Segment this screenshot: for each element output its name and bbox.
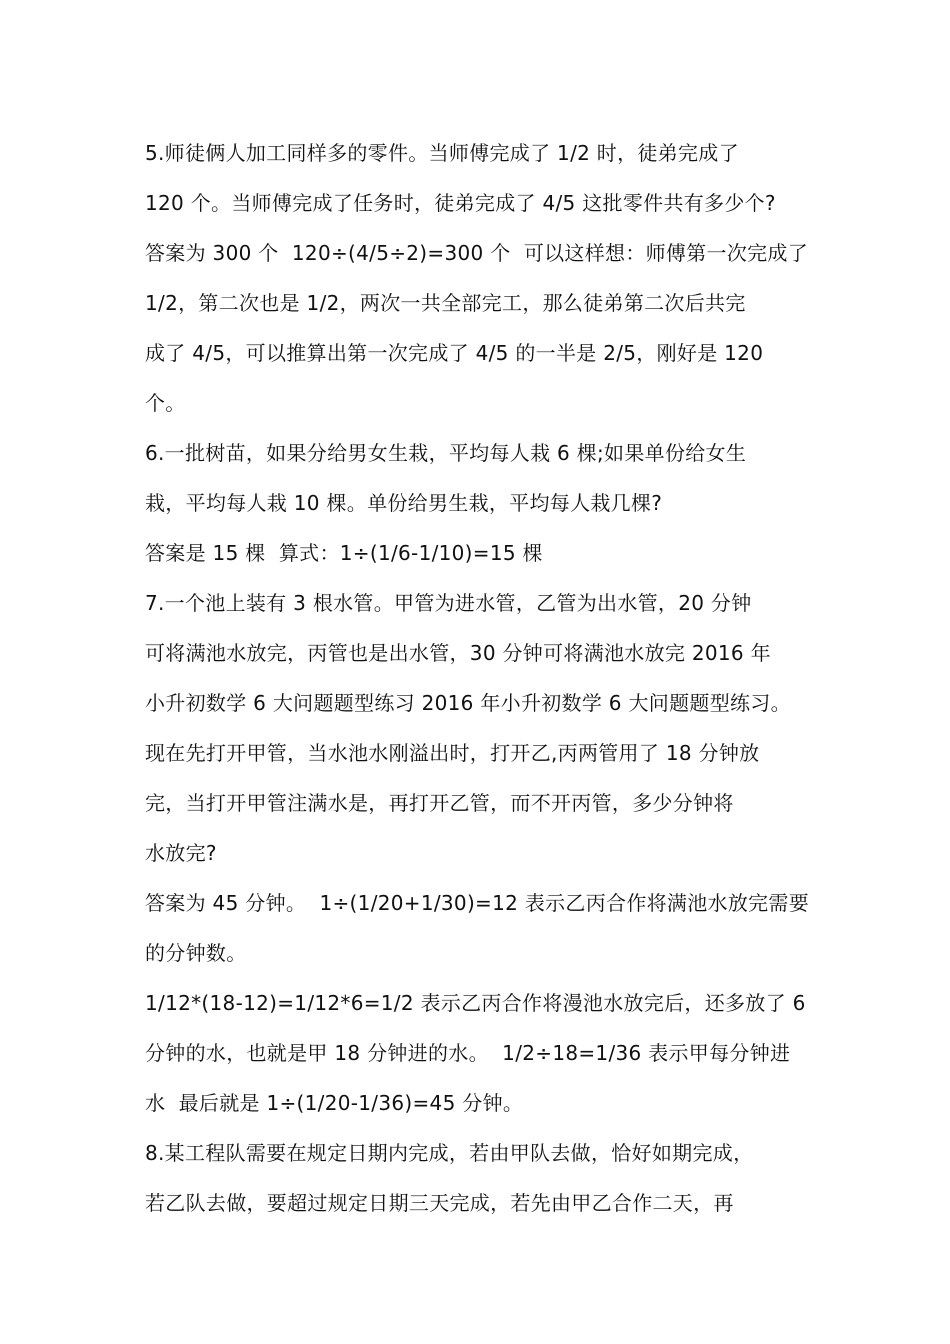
problem-7-line-3: 小升初数学 6 大问题题型练习 2016 年小升初数学 6 大问题题型练习。 [145, 691, 791, 715]
problem-7-line-2: 可将满池水放完，丙管也是出水管，30 分钟可将满池水放完 2016 年 [145, 641, 771, 665]
problem-7-line-1: 7.一个池上装有 3 根水管。甲管为进水管，乙管为出水管，20 分钟 [145, 591, 752, 615]
answer-5-line-3: 成了 4/5，可以推算出第一次完成了 4/5 的一半是 2/5，刚好是 120 [145, 341, 764, 365]
answer-7-line-1: 答案为 45 分钟。 1÷(1/20+1/30)=12 表示乙丙合作将满池水放完需要 [145, 891, 810, 915]
problem-5-line-2: 120 个。当师傅完成了任务时，徒弟完成了 4/5 这批零件共有多少个? [145, 191, 776, 215]
answer-7-line-4: 分钟的水，也就是甲 18 分钟进的水。 1/2÷18=1/36 表示甲每分钟进 [145, 1041, 791, 1065]
problem-8-line-1: 8.某工程队需要在规定日期内完成，若由甲队去做，恰好如期完成， [145, 1141, 754, 1165]
answer-7-line-5: 水 最后就是 1÷(1/20-1/36)=45 分钟。 [145, 1091, 524, 1115]
problem-7-line-5: 完，当打开甲管注满水是，再打开乙管，而不开丙管，多少分钟将 [145, 791, 734, 815]
problem-6-line-1: 6.一批树苗，如果分给男女生栽，平均每人栽 6 棵;如果单份给女生 [145, 441, 747, 465]
problem-5-line-1: 5.师徒俩人加工同样多的零件。当师傅完成了 1/2 时，徒弟完成了 [145, 141, 739, 165]
answer-7-line-3: 1/12*(18-12)=1/12*6=1/2 表示乙丙合作将漫池水放完后，还多放了 6 [145, 991, 806, 1015]
problem-7-line-4: 现在先打开甲管，当水池水刚溢出时，打开乙,丙两管用了 18 分钟放 [145, 741, 760, 765]
answer-5-line-4: 个。 [145, 391, 186, 415]
answer-6-line-1: 答案是 15 棵 算式：1÷(1/6-1/10)=15 棵 [145, 541, 543, 565]
document-body [145, 128, 835, 1228]
problem-8-line-2: 若乙队去做，要超过规定日期三天完成，若先由甲乙合作二天，再 [145, 1191, 734, 1215]
answer-5-line-1: 答案为 300 个 120÷(4/5÷2)=300 个 可以这样想：师傅第一次完成了 [145, 241, 809, 265]
problem-6-line-2: 栽，平均每人栽 10 棵。单份给男生栽，平均每人栽几棵? [145, 491, 663, 515]
answer-5-line-2: 1/2，第二次也是 1/2，两次一共全部完工，那么徒弟第二次后共完 [145, 291, 746, 315]
problem-7-line-6: 水放完? [145, 841, 217, 865]
answer-7-line-2: 的分钟数。 [145, 941, 247, 965]
